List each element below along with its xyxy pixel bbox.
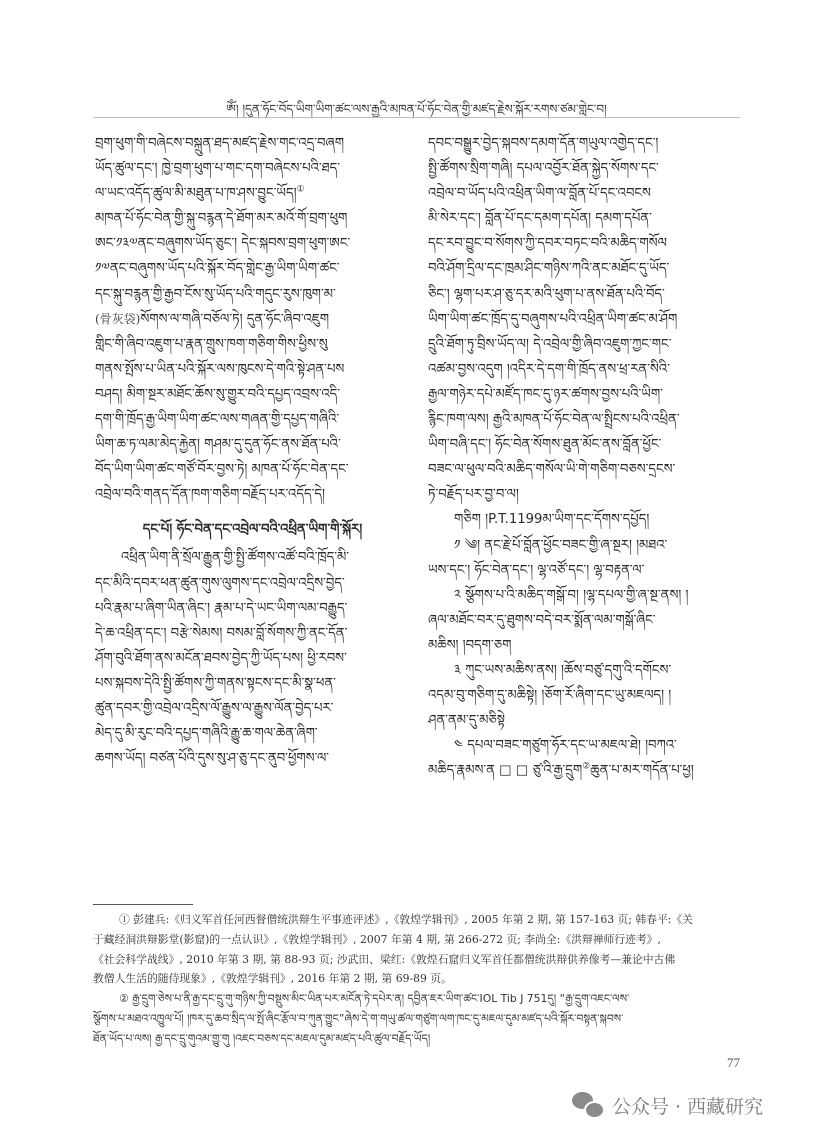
footnote-line [93, 989, 740, 1009]
left-column [95, 131, 410, 771]
body-text: སོགས་ལ་གཞི་བཅོལ་ཏེ། དུན་ཧོང་ཞིབ་འཇུག [140, 311, 330, 327]
wechat-icon [572, 1092, 604, 1118]
body-line: མཁན་པོ་ཧོང་བེན་གྱི་སྐུ་བརྙན་དེ་ཐོག་མར་མའོ་གོ་བྲག་ཕུག [95, 211, 348, 227]
body-line: གནས་སྤོས་པ་ཡིན་པའི་སྐོར་ལས་ཁུངས་དེ་གའི་སྟེ་ཤན་པས [95, 361, 345, 377]
body-line: ཡོད་ཚུལ་དང་། ཁྱེ་བྲག་ཕུག་པ་གང་དག་བཞེངས་པའི་ཐད་ [95, 161, 341, 177]
body-line: མི་སེར་དང་། བློན་པོ་དང་དམག་དཔོན། དམག་དཔོན་ [428, 211, 652, 227]
transcription-line: ༤ དཔལ་བཟང་གཙུག་ཧོར་དང་ཡ་མཇལ་ཐེ། །བཀའ་ [454, 738, 677, 754]
running-head: ༀ། །དུན་ཧོང་བོད་ཡིག་ཡིག་ཚང་ལས་རྒྱའི་མཁན་པོ་ཧོང་བེན་གྱི་མཛད་རྗེས་སྐོར་རགས་ཙམ་གླེང་བ། [226, 102, 607, 116]
watermark-text: 公众号 · 西藏研究 [612, 1095, 764, 1118]
footnote-ref-2[interactable]: ② [582, 761, 591, 772]
body-line: སྤྱི་ཚོགས་སྲིག་གཞི། དཔལ་འབྱོར་ཐོན་སྐྱེད་སོགས་དང་ [428, 161, 659, 177]
footnote-line: 教僧人生活的随侍现象》,《敦煌学辑刊》, 2016 年第 2 期, 第 69-89 页。 [93, 972, 452, 986]
body-line: ཡིག་བཞི་དང་། ཧོང་བེན་སོགས་ཐུན་མོང་ནས་བློན་ཕྱོང་ [428, 437, 662, 453]
transcription-line: མཆིས། །བདག་ཅག [428, 637, 512, 653]
right-column [428, 131, 743, 783]
missing-characters: □ □ [499, 763, 529, 779]
body-line: འཚམ་བྱས་འདུག །འདིར་དེ་དག་གི་ཁྲོད་ནས་ཕྲ་རན་སིའི་ [428, 361, 670, 377]
transcription-line: ༢ སྩོགས་པ་འི་མཆིད་གསྒོ་བ། །ལྷ་དཔལ་གྱི་ཞ་སྔ་ནས། ། [454, 587, 689, 603]
body-line: ཏེ་བརྗོད་པར་བྱ་བ་ལ། [428, 487, 519, 503]
transcription-line: ཞལ་མཐོང་བར་དུ་ཐུགས་བདེ་བར་སྨོན་ལམ་གསྒོ་ཞིང་ [428, 612, 656, 628]
body-line: པའི་རྣམ་པ་ཞིག་ཡིན་ཞིང་། རྣམ་པ་དེ་ཡང་ཡིག་ལམ་བརྒྱུད་ [95, 600, 348, 616]
footnote-text: 彭建兵:《归义军首任河西督僧统洪辩生平事迹评述》,《敦煌学辑刊》, 2005 年第 2 期, 第 157-163 页; 韩春平:《关 [133, 913, 693, 926]
body-text: ཆུན་པ་མར་གདོན་པ་ཕྱ། [590, 763, 694, 779]
transcription-line: ཤན་ནམ་དུ་མཅིསྟེ [428, 713, 506, 729]
body-line: དང་རབ་བྱུང་བ་སོགས་ཀྱི་དབར་བཏང་བའི་མཆིད་གསོལ [428, 236, 667, 252]
body-line: དབང་བསྒྱུར་བྱེད་སྐབས་དམག་དོན་གཡུལ་འགྱེད་དང་། [428, 136, 659, 151]
transcription-line [428, 758, 743, 783]
footnote-line: 《社会科学战线》, 2010 年第 3 期, 第 88-93 页; 沙武田、梁红:《敦煌石窟归义军首任都僧统洪辩供养像考—兼论中古佛 [93, 952, 676, 966]
body-line [95, 307, 410, 332]
body-line: ༡༧ནང་བཞུགས་ཡོད་པའི་སྐོར་བོད་གླེང་རྒྱ་ཡིག་ཡིག་ཚང་ [95, 261, 340, 277]
body-line: འཕྲིན་ཡིག་ནི་སྲོལ་རྒྱུན་གྱི་སྤྱི་ཚོགས་འཚོ་བའི་ཁྲོད་མི་ [121, 550, 350, 566]
subsection-heading: གཅིག །P.T.1199མ་ཡིག་དང་དོགས་དཔྱོད། [454, 512, 650, 528]
page-number: 77 [727, 1055, 740, 1070]
body-line: དང་སྐུ་བརྙན་གྱི་རྒྱབ་ངོས་སུ་ཡོད་པའི་གདུང་རུས་ཁུག་མ་ [95, 286, 336, 302]
footnote-line: སྩོགས་པ་མཐའ་འཁྱུལ་པོ། །ཁར་དུ་ཆབ་སྲིད་ལ་སྤོ་ཞིང་རྩོལ་བ་ཀུན་གྱུང”ཞེས་དེ་ག་གཡུ་ཚལ་གཙུག་ལག་ཁང་དུ་མཇལ་དུམ་མཛད་པའི་སྐོར་བསྟན་སྐབས་ [93, 1011, 624, 1025]
footnote-ref-1[interactable]: ① [296, 184, 305, 195]
body-line: བཤད། མིག་སྔར་མཐོང་ཆོས་སུ་གྱུར་བའི་དཔྱད་འབྲས་འདི་ [95, 386, 341, 402]
footnote-text: རྒྱ་དྲུག་ཅེས་པ་ནི་རྒྱ་དང་དྲུ་གུ་གཉིས་ཀྱི་བསྡུས་མིང་ཡིན་པར་མངོན་ཏེ་དཔེར་ན། དབྱིན་ཇར་ཡིག་ཚང་IOL Tib J 751དུ། “རྒྱ་དྲུག་འཇང་ལས་ [132, 992, 630, 1006]
footnote-rule [93, 904, 193, 905]
body-line [95, 181, 410, 206]
body-text: ཙུ་འི་རྒྱ་དྲུག [532, 763, 583, 779]
body-text: ལ་ཡང་འདོད་ཚུལ་མི་མཐུན་པ་ཁ་ཤས་བྱུང་ཡོད། [95, 186, 297, 202]
cjk-phrase: (骨灰袋) [95, 311, 141, 326]
transcription-line: ཡས་དང་། ཧོང་བེན་དང་། ལྷ་འཙོ་དང་། ལྷ་བརྟན་ལ་ [428, 562, 645, 578]
body-line: ཡིག་ཡིག་ཚང་ཁྲོད་དུ་བཞུགས་པའི་འཕྲིན་ཡིག་ཚང་མ་ཤོག [428, 311, 678, 327]
body-line: དྲུའི་ཐོག་ཏུ་བྲིས་ཡོད་ལ། དེ་འབྲེལ་གྱི་ཞིབ་འཇུག་ཀྱང་གང་ [428, 336, 672, 352]
body-line: འབྲེལ་བ་ཡོད་པའི་འཕྲིན་ཡིག་ལ་བློན་པོ་དང་འབངས [428, 186, 651, 202]
body-line: རྒྱལ་གཉེར་དཔེ་མཛོད་ཁང་དུ་ཉར་ཚགས་བྱས་པའི་ཡིག་ [428, 386, 663, 402]
body-line: ཨང་༡༣༧ནང་བཞུགས་ཡོད་ཅུང་། དེང་སྐབས་བྲག་ཕུག་ཨང་ [95, 236, 351, 252]
body-line: འབྲེལ་བའི་གནད་དོན་ཁག་གཅིག་བརྗོད་པར་འདོད་དེ། [95, 487, 325, 503]
body-line: པས་སྐབས་དེའི་སྤྱི་ཚོགས་ཀྱི་གནས་སྟངས་དང་མི་སྣ་ཕན་ [95, 675, 336, 691]
header-rule [93, 117, 740, 118]
footnote-line: ཐོན་ཡོད་པ་ལས། རྒྱ་དང་དྲུ་གུའམ་གྱུ་གུ །འཇང་བཅས་དང་མཇལ་དུམ་མཛད་པའི་ཚུལ་བརྗོད་ཡོད། [93, 1031, 431, 1045]
body-line: བོད་ཡིག་ཡིག་ཚང་གཙོ་བོར་བྱས་ཏེ། མཁན་པོ་ཧོང་བེན་དང་ [95, 462, 349, 478]
transcription-line: ༣ ཀུང་ཡས་མཆིས་ནས། །ཆོས་བཙུ་དགུ་འི་དགོངས་ [454, 662, 672, 678]
body-line: རྙིང་ཁག་ལས། རྒྱའི་མཁན་པོ་ཧོང་བེན་ལ་སྤྲིངས་པའི་འཕྲིན་ [428, 412, 680, 428]
body-line: ཚུན་དབར་གྱི་འབྲེལ་འདྲིས་ལོ་རྒྱུས་ལ་རྒྱུས་ལོན་བྱེད་པར་ [95, 700, 334, 716]
footnote-line: 于藏经洞洪辩影堂(影窟)的一点认识》,《敦煌学辑刊》, 2007 年第 4 期, 第 266-272 页; 李尚全:《洪辩禅师行迹考》, [93, 932, 661, 946]
body-line: མེད་དུ་མི་རུང་བའི་དཔྱད་གཞིའི་རྒྱུ་ཆ་གལ་ཆེན་ཞིག་ [95, 726, 318, 742]
section-heading: དང་པོ། ཧོང་བེན་དང་འབྲེལ་བའི་འཕྲིན་ཡིག་གི་སྐོར། [142, 522, 363, 538]
footnote-line [93, 910, 740, 930]
body-line: ཅིང་། ལྷག་པར་ཤ་ཅུ་དར་མའི་ཕུག་པ་ནས་ཐོན་པའི་བོད་ [428, 286, 665, 302]
body-line: གླིང་གི་ཞིབ་འཇུག་པ་རྣན་གྲུས་ཁག་གཅིག་གིས་ཕྱིས་སུ [95, 336, 328, 352]
watermark [572, 1090, 763, 1120]
body-line: བྲག་ཕུག་གི་བཞེངས་བསྐྲུན་ཐད་མཛད་རྗེས་གང་འདྲ་བཞག [95, 136, 345, 151]
body-text: མཆིད་རྣམས་ན [428, 763, 495, 779]
body-line: བཟང་ལ་ཕུལ་བའི་མཆིད་གསོལ་ཡི་གེ་གཅིག་བཅས་དྲངས་ [428, 462, 676, 478]
body-line: ཤོག་བུའི་ཐོག་ནས་མངོན་ཐབས་བྱེད་ཀྱི་ཡོད་པས། ཕྱི་རབས་ [95, 650, 347, 666]
footnotes [93, 910, 740, 1049]
body-line: ཆགས་ཡོད། བཙན་པོའི་དུས་སུ་ཤ་ཅུ་དང་ནུབ་ཕྱོགས་ལ་ [95, 751, 330, 767]
transcription-line: འདམ་བུ་གཅིག་དུ་མཆིསྟེ། །ཅོག་རོ་ཞིག་དང་ཡུ་མཇལད། ། [428, 688, 672, 704]
body-line: ཡིག་ཆ་ཏ་ལམ་མེད་རྐྱེན། གཤམ་དུ་དུན་ཧོང་ནས་ཐོན་པའི་ [95, 437, 341, 453]
body-line: དང་མིའི་དབར་ཕན་ཚུན་གུས་ལུགས་དང་འབྲེལ་འདྲིས་བྱེད་ [95, 575, 345, 591]
footnote-mark: ① [119, 913, 130, 926]
transcription-line: ༡ ༄། ནང་རྗེ་པོ་བློན་ཕྱོང་བཟང་གྱི་ཞ་སྔར། །མཐའ་ [454, 537, 668, 553]
body-line: དག་གི་ཁྲོད་རྒྱ་ཡིག་ཡིག་ཚང་ལས་གཞན་གྱི་དཔྱད་གཞིའི་ [95, 412, 340, 428]
body-line: བའི་ཤོག་དྲིལ་དང་ཁྲམ་ཤིང་གཉིས་ཀའི་ནང་མཐོང་དུ་ཡོད་ [428, 261, 670, 277]
body-line: དེ་ཆ་འཕྲིན་དང་། བརྩེ་སེམས། བསམ་བློ་སོགས་ཀྱི་ནང་དོན་ [95, 625, 348, 641]
footnote-mark: ② [119, 992, 129, 1006]
